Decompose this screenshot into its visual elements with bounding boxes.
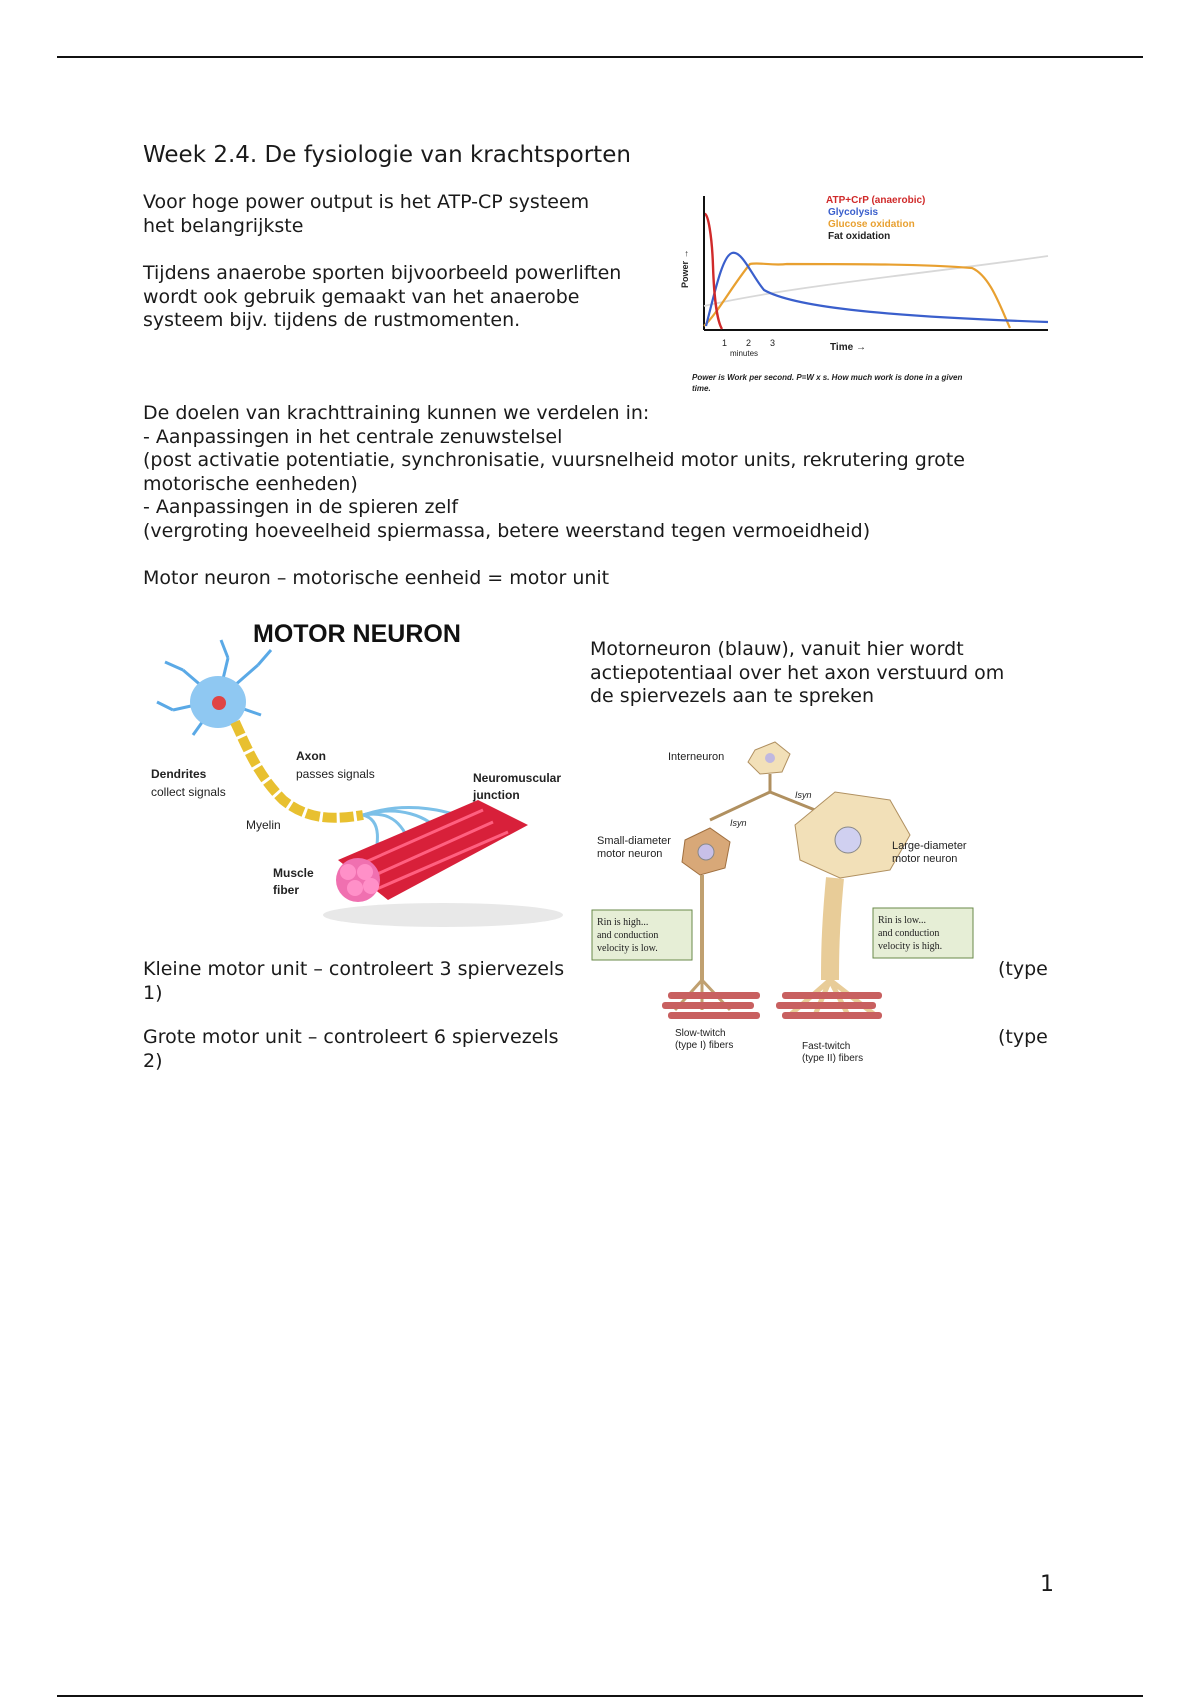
bottom-rule [57,1695,1143,1697]
chart-ylabel: Power → [680,249,690,288]
goals-line-6: (vergroting hoeveelheid spiermassa, betere weerstand tegen vermoeidheid) [143,519,871,542]
neuron-figure-title: MOTOR NEURON [253,620,461,648]
rin-low-line-3: velocity is high. [878,941,943,952]
large-neuron-label-1: Large-diameter [892,840,967,852]
isyn-right-label: Isyn [795,790,812,800]
recruitment-figure [590,730,990,1070]
dendrites-label: Dendrites [151,767,207,781]
anaerobic-line-1: Tijdens anaerobe sporten bijvoorbeeld powerliften [143,262,622,284]
rin-low-line-2: and conduction [878,928,940,939]
fast-twitch-label-2: (type II) fibers [802,1053,864,1064]
goals-line-5: - Aanpassingen in de spieren zelf [143,496,459,518]
motorneuron-line-3: de spiervezels aan te spreken [590,685,874,707]
anaerobic-line-3: systeem bijv. tijdens de rustmomenten. [143,309,521,331]
chart-caption-1: Power is Work per second. P=W x s. How much work is done in a given [692,373,963,382]
slow-twitch-label-1: Slow-twitch [675,1028,726,1039]
motorneuron-paragraph [590,638,1004,709]
axon-sublabel: passes signals [296,767,375,781]
figure-shadow [323,903,563,927]
goals-paragraph [143,402,965,543]
page-number: 1 [1040,1572,1054,1597]
large-unit-text: Grote motor unit – controleert 6 spiervezels [143,1026,559,1048]
intro-line-2: het belangrijkste [143,214,304,237]
fast-fibers [776,992,882,1019]
rin-high-line-1: Rin is high... [597,917,649,928]
large-unit-num: 2) [143,1049,163,1072]
chart-tick-3: 3 [770,338,776,348]
legend-atp: ATP+CrP (anaerobic) [826,195,926,206]
dendrites-sublabel: collect signals [151,785,226,799]
goals-line-1: De doelen van krachttraining kunnen we verdelen in: [143,402,650,424]
muscle-label-2: fiber [273,883,300,897]
motor-unit-definition: Motor neuron – motorische eenheid = motor unit [143,567,610,589]
motorneuron-line-2: actiepotentiaal over het axon verstuurd om [590,661,1005,684]
large-axon [830,878,835,980]
motor-neuron-figure [143,610,583,955]
top-rule [57,56,1143,58]
intro-paragraph [143,191,589,238]
anaerobic-paragraph [143,262,621,333]
slow-fibers [662,992,760,1019]
large-unit-type: (type [998,1026,1048,1048]
goals-line-4: motorische eenheden) [143,472,358,495]
energy-systems-chart [672,186,1052,396]
nucleus [212,696,226,710]
legend-glycolysis: Glycolysis [828,207,879,218]
axon-label: Axon [296,749,326,763]
motorneuron-line-1: Motorneuron (blauw), vanuit hier wordt [590,638,964,660]
small-unit-type: (type [998,958,1048,980]
small-unit-text: Kleine motor unit – controleert 3 spiervezels [143,958,565,980]
rin-high-line-2: and conduction [597,930,659,941]
slow-twitch-label-2: (type I) fibers [675,1040,734,1051]
small-neuron-label-2: motor neuron [597,848,663,860]
chart-xlabel: Time → [830,342,866,353]
chart-tick-2: 2 [746,338,752,348]
rin-low-line-1: Rin is low... [878,915,926,926]
myelin-label: Myelin [246,818,281,832]
small-neuron-label-1: Small-diameter [597,835,671,847]
fast-twitch-label-1: Fast-twitch [802,1041,851,1052]
small-unit-paragraph [143,958,564,1005]
nmj-label-1: Neuromuscular [473,771,562,785]
large-unit-paragraph [143,1026,559,1073]
chart-tick-1: 1 [722,338,728,348]
small-unit-num: 1) [143,981,163,1004]
nmj-label-2: junction [473,788,520,802]
isyn-left-label: Isyn [730,818,747,828]
chart-tick-unit: minutes [730,349,759,358]
large-neuron-label-2: motor neuron [892,853,958,865]
rin-high-line-3: velocity is low. [597,943,658,954]
atp-crp-line [705,214,722,329]
page-title: Week 2.4. De fysiologie van krachtsporten [143,142,631,168]
goals-line-3: (post activatie potentiatie, synchronisatie, vuursnelheid motor units, rekrutering grote [143,449,965,471]
legend-glucose: Glucose oxidation [828,219,915,230]
intro-line-1: Voor hoge power output is het ATP-CP systeem [143,191,590,213]
chart-caption-2: time. [692,384,711,393]
interneuron-label: Interneuron [668,751,725,763]
goals-line-2: - Aanpassingen in het centrale zenuwstelsel [143,425,563,448]
muscle-label-1: Muscle [273,866,314,880]
legend-fat: Fat oxidation [828,231,891,242]
anaerobic-line-2: wordt ook gebruik gemaakt van het anaerobe [143,285,580,308]
